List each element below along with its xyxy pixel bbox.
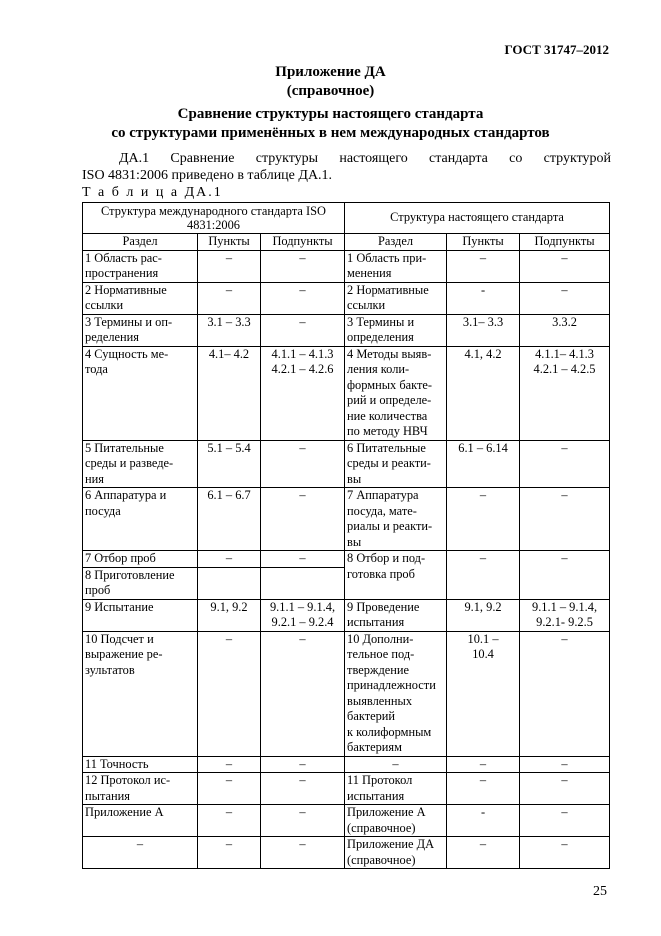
table-cell: 10.1 – 10.4 [447,631,520,756]
table-cell: – [83,837,198,869]
table-cell: 12 Протокол ис- пытания [83,773,198,805]
table-cell: – [447,250,520,282]
comparison-table-container [82,202,609,869]
table-cell: – [520,440,610,488]
table-cell: – [447,551,520,600]
table-cell: 2 Нормативные ссылки [345,282,447,314]
table-cell: – [198,756,261,773]
section-title-line1: Сравнение структуры настоящего стандарта [177,106,484,122]
table-row [83,314,610,346]
table-cell: – [198,773,261,805]
table-cell: 9 Испытание [83,599,198,631]
table-cell [261,567,345,599]
column-header: Подпункты [261,234,345,251]
table-cell: 8 Отбор и под- готовка проб [345,551,447,600]
table-cell: – [198,282,261,314]
appendix-title: Приложение ДА [275,64,386,80]
table-cell: – [198,805,261,837]
table-row [83,837,610,869]
table-cell: 11 Точность [83,756,198,773]
column-header: Пункты [447,234,520,251]
table-row [83,440,610,488]
table-cell: 6 Аппаратура и посуда [83,488,198,551]
table-cell: 4.1, 4.2 [447,346,520,440]
table-cell: 6.1 – 6.7 [198,488,261,551]
column-header: Раздел [345,234,447,251]
table-cell: – [520,773,610,805]
table-cell: 10 Дополни- тельное под- тверждение принадлежности выявленных бактерий к колиформным бактериям [345,631,447,756]
table-cell: – [198,837,261,869]
table-cell: 4.1.1– 4.1.3 4.2.1 – 4.2.5 [520,346,610,440]
column-header: Пункты [198,234,261,251]
table-row [83,488,610,551]
table-cell: – [261,488,345,551]
table-cell: – [520,837,610,869]
table-cell [198,567,261,599]
table-cell: - [447,805,520,837]
table-cell: 3 Термины и определения [345,314,447,346]
table-cell: 9 Проведение испытания [345,599,447,631]
table-cell: 10 Подсчет и выражение ре- зультатов [83,631,198,756]
table-cell: – [520,250,610,282]
table-cell: 11 Протокол испытания [345,773,447,805]
table-cell: – [520,551,610,600]
table-cell: – [261,805,345,837]
table-cell: 7 Аппаратура посуда, мате- риалы и реакти- вы [345,488,447,551]
table-row [83,773,610,805]
table-cell: 4 Методы выяв- ления коли- формных бакте- рий и определе- ние количества по методу НВЧ [345,346,447,440]
table-row [83,250,610,282]
table-cell: 7 Отбор проб [83,551,198,568]
table-cell: – [198,250,261,282]
table-cell: – [447,837,520,869]
table-cell: 3 Термины и оп- ределения [83,314,198,346]
table-cell: 3.3.2 [520,314,610,346]
table-cell: 9.1, 9.2 [198,599,261,631]
table-cell: Приложение А [83,805,198,837]
group-header-national: Структура настоящего стандарта [345,203,610,234]
table-row [83,282,610,314]
paragraph-line2: ISO 4831:2006 приведено в таблице ДА.1. [82,168,333,183]
page-number: 25 [593,884,607,899]
table-cell: 2 Нормативные ссылки [83,282,198,314]
table-row [83,599,610,631]
table-row [83,346,610,440]
document-code: ГОСТ 31747–2012 [504,42,609,57]
table-cell: – [520,805,610,837]
table-row [83,756,610,773]
table-cell: 6 Питательные среды и реакти- вы [345,440,447,488]
appendix-heading [0,63,661,101]
column-header: Подпункты [520,234,610,251]
table-cell: – [520,282,610,314]
appendix-subtitle: (справочное) [286,83,375,99]
table-cell: – [261,250,345,282]
table-cell: – [520,488,610,551]
table-cell: – [261,631,345,756]
table-cell: 1 Область рас- пространения [83,250,198,282]
table-cell: – [261,282,345,314]
intro-paragraph [82,150,611,184]
table-row [83,551,610,568]
comparison-table [82,202,610,869]
table-cell: 4 Сущность ме- тода [83,346,198,440]
section-title-line2: со структурами применённых в нем международных стандартов [111,125,550,141]
table-cell: – [261,551,345,568]
table-cell: 8 Приготовление проб [83,567,198,599]
table-row [83,631,610,756]
table-cell: – [447,756,520,773]
table-cell: - [447,282,520,314]
table-cell: – [345,756,447,773]
table-cell: – [261,837,345,869]
table-cell: 3.1 – 3.3 [198,314,261,346]
table-cell: – [520,631,610,756]
table-cell: 9.1.1 – 9.1.4, 9.2.1- 9.2.5 [520,599,610,631]
table-cell: 9.1.1 – 9.1.4, 9.2.1 – 9.2.4 [261,599,345,631]
table-cell: – [520,756,610,773]
table-cell: – [198,551,261,568]
table-cell: – [261,314,345,346]
table-row [83,805,610,837]
table-cell: 9.1, 9.2 [447,599,520,631]
table-cell: 6.1 – 6.14 [447,440,520,488]
table-cell: 4.1– 4.2 [198,346,261,440]
table-cell: Приложение ДА (справочное) [345,837,447,869]
table-cell: – [198,631,261,756]
table-cell: – [261,756,345,773]
table-cell: – [261,440,345,488]
table-cell: 5.1 – 5.4 [198,440,261,488]
table-cell: 4.1.1 – 4.1.3 4.2.1 – 4.2.6 [261,346,345,440]
table-cell: 5 Питательные среды и разведе- ния [83,440,198,488]
table-cell: Приложение А (справочное) [345,805,447,837]
table-cell: 3.1– 3.3 [447,314,520,346]
table-cell: – [261,773,345,805]
table-cell: – [447,773,520,805]
section-heading [0,105,661,143]
table-cell: 1 Область при- менения [345,250,447,282]
table-cell: – [447,488,520,551]
table-caption: Т а б л и ц а ДА.1 [82,185,223,200]
column-header: Раздел [83,234,198,251]
paragraph-line1: ДА.1 Сравнение структуры настоящего стандарта со структурой [119,151,611,166]
group-header-international: Структура международного стандарта ISO 4831:2006 [83,203,345,234]
